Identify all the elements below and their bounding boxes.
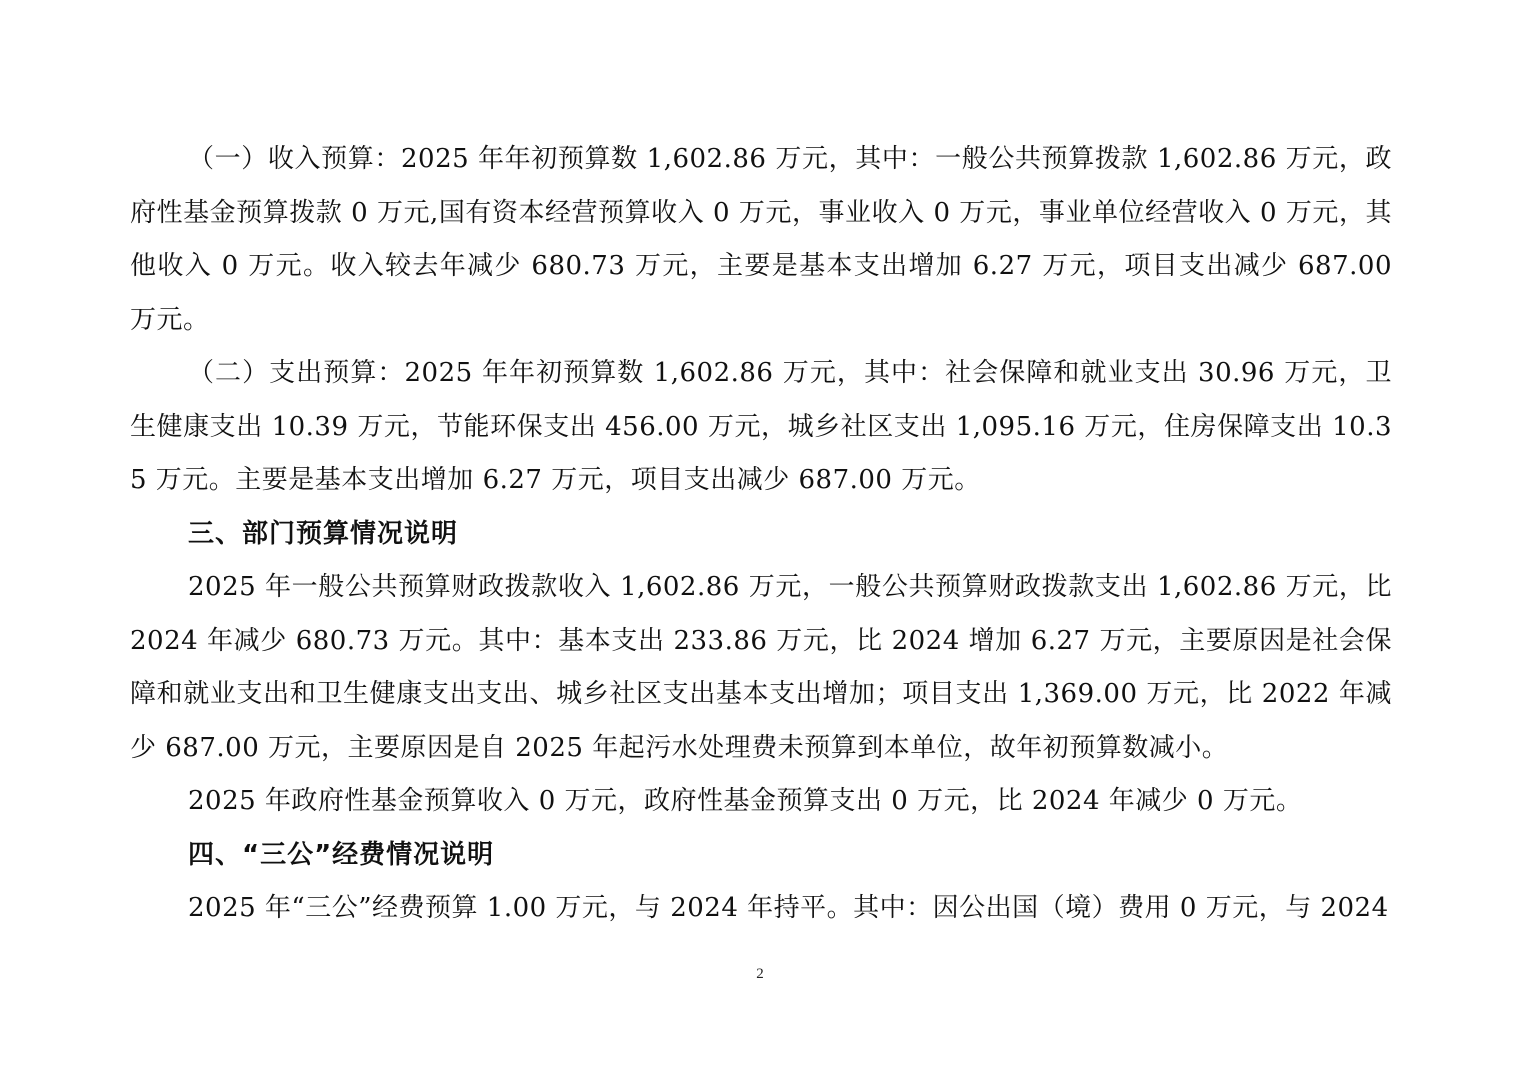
general-budget-paragraph: 2025 年一般公共预算财政拨款收入 1,602.86 万元，一般公共预算财政拨款支出 1,602.86 万元，比 2024 年减少 680.73 万元。其中：基本支出 233.86 万元，比 2024 增加 6.27 万元，主要原因是社会保障和就业支出和卫生健康支出支出、城乡社区支出基本支出增加；项目支出 1,369.00 万元，比 2022 年减少 687.00 万元，主要原因是自 2025 年起污水处理费未预算到本单位，故年初预算数减小。 [130,572,1392,763]
page-number: 2 [756,966,764,982]
three-public-expenses-paragraph: 2025 年“三公”经费预算 1.00 万元，与 2024 年持平。其中：因公出国（境）费用 0 万元，与 2024 [188,893,1389,923]
document-body [130,133,1392,936]
section-heading-three-public-expenses: 四、“三公”经费情况说明 [188,839,495,870]
income-budget-paragraph: （一）收入预算：2025 年年初预算数 1,602.86 万元，其中：一般公共预算拨款 1,602.86 万元，政府性基金预算拨款 0 万元,国有资本经营预算收入 0 万元，事业收入 0 万元，事业单位经营收入 0 万元，其他收入 0 万元。收入较去年减少 680.73 万元，主要是基本支出增加 6.27 万元，项目支出减少 687.00 万元。 [130,144,1392,335]
government-fund-paragraph: 2025 年政府性基金预算收入 0 万元，政府性基金预算支出 0 万元，比 2024 年减少 0 万元。 [188,786,1303,816]
section-heading-department-budget: 三、部门预算情况说明 [188,518,459,549]
expenditure-budget-paragraph: （二）支出预算：2025 年年初预算数 1,602.86 万元，其中：社会保障和就业支出 30.96 万元，卫生健康支出 10.39 万元，节能环保支出 456.00 万元，城乡社区支出 1,095.16 万元，住房保障支出 10.35 万元。主要是基本支出增加 6.27 万元，项目支出减少 687.00 万元。 [130,358,1392,495]
